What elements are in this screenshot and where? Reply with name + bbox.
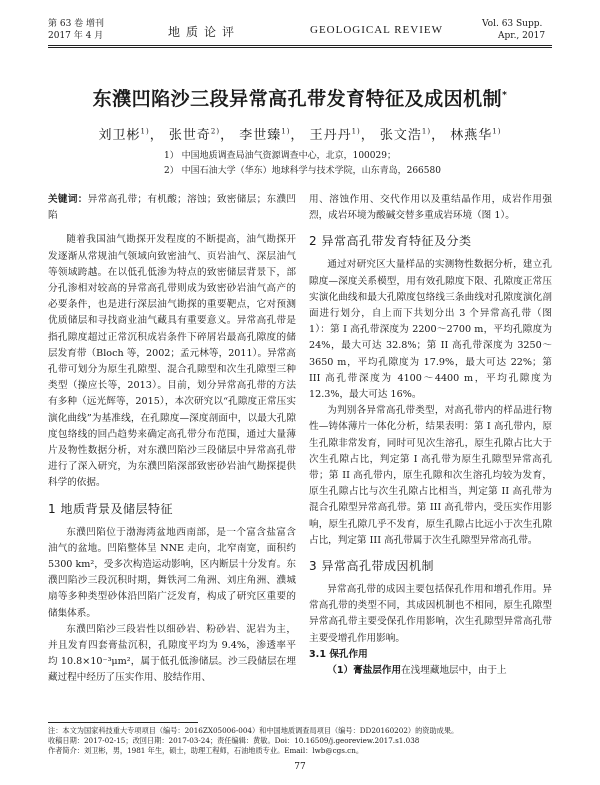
author: 刘卫彬$^{1)}$ [98,127,150,143]
keywords-label: 关键词： [48,194,88,205]
footnote-funding: 注：本文为国家科技重大专项项目（编号：2016ZX05006-004）和中国地质调查局项目（编号：DD20160202）的资助成果。 [48,726,459,735]
header-rule [48,45,552,46]
author: 张文浩$^{1)}$ [379,127,432,143]
subsection-3-1-paragraph: （1）膏盐层作用在浅埋藏地层中，由于上 [327,665,507,677]
left-column [48,192,296,687]
header-rule-double [48,47,552,48]
author-list: 刘卫彬$^{1)}$， 张世奇$^{2)}$， 李世臻$^{1)}$， 王丹丹$^{1)}$， 张文浩$^{1)}$， 林燕华$^{1)}$ [98,127,502,143]
author: 张世奇$^{2)}$ [168,127,221,143]
keywords [48,192,296,224]
section-heading-3: 3 异常高孔带成因机制 [309,559,434,574]
title-footnote-mark: * [502,90,508,101]
section-1-paragraph-2: 东濮凹陷沙三段岩性以细砂岩、粉砂岩、泥岩为主，并且发育四套膏盐沉积，孔隙度平均为 9.4%，渗透率平均 10.8×10⁻³μm²，属于低孔低渗储层。沙三段储层在埋藏过程中经历了压实作用、胶结作用、 [48,623,296,684]
page-number: 77 [294,762,306,772]
issue-date-en: Apr., 2017 [498,31,546,41]
section-2-paragraph-1: 通过对研究区大量样品的实测物性数据分析，建立孔隙度—深度关系模型，用有效孔隙度下限、孔隙度正常压实演化曲线和最大孔隙度包络线三条曲线对孔隙度演化剖面进行划分，自上而下共划分出 3 个异常高孔带（图 1）：第 I 高孔带深度为 2200～2700 m，平均孔隙度为 24%，最大可达 32.8%；第 II 高孔带深度为 3250～3650 m，平均孔隙度为 17.9%，最大可达 22%；第 III 高孔带深度为 4100～4400 m，平均孔隙度为 12.3%，最大可达 16%。 [309,259,552,401]
affiliation-2: 2） 中国石油大学（华东）地球科学与技术学院，山东青岛，266580 [164,166,441,176]
intro-paragraph: 随着我国油气勘探开发程度的不断提高，油气勘探开发逐渐从常规油气领域向致密油气、页岩油气、深层油气等领域跨越。在以低孔低渗为特点的致密储层背景下，部分孔渗相对较高的异常高孔带则成为致密砂岩油气高产的必要条件，也是进行深层油气勘探的重要靶点，它对预测优质储层和寻找商业油气藏具有重要意义。异常高孔带是指孔隙度超过正常沉积成岩条件下碎屑岩最高孔隙度的储层发育带（Bloch 等，2002；孟元林等，2011）。异常高孔带可划分为原生孔隙型、混合孔隙型和次生孔隙型三种类型（操应长等，2013）。目前，划分异常高孔带的方法有多种（远光辉等，2015），本次研究以“孔隙度正常压实演化曲线”为基准线，在孔隙度—深度剖面中，以最大孔隙度包络线的回凸趋势来确定高孔带分布范围，通过大量薄片及物性数据分析，对东濮凹陷沙三段储层中异常高孔带进行了深入研究，为东濮凹陷深部致密砂岩油气勘探提供科学的依据。 [48,234,296,489]
section-2-paragraph-2: 为判别各异常高孔带类型，对高孔带内的样品进行物性—铸体薄片一体化分析，结果表明：第 I 高孔带内，原生孔隙非常发育，同时可见次生溶孔，原生孔隙占比大于次生孔隙占比，判定第 I 高孔带为原生孔隙型异常高孔带；第 II 高孔带内，原生孔隙和次生溶孔均较为发育，原生孔隙占比与次生孔隙占比相当，判定第 II 高孔带为混合孔隙型异常高孔带。第 III 高孔带内，受压实作用影响，原生孔隙几乎不发育，原生孔隙占比远小于次生孔隙占比，判定第 III 高孔带属于次生孔隙型异常高孔带。 [309,405,552,546]
author: 李世臻$^{1)}$ [239,127,291,143]
footnote-author-bio: 作者简介：刘卫彬，男，1981 年生，硕士，助理工程师，石油地质专业。Email：lwb@cgs.cn。 [48,746,364,755]
section-3-paragraph-1: 异常高孔带的成因主要包括保孔作用和增孔作用。异常高孔带的类型不同，其成因机制也不相同，原生孔隙型异常高孔带主要受保孔作用影响，次生孔隙型异常高孔带主要受增孔作用影响。 [309,584,552,644]
keywords-text: 异常高孔带；有机酸；溶蚀；致密储层；东濮凹陷 [48,194,296,222]
author: 王丹丹$^{1)}$ [309,127,361,143]
section-heading-2: 2 异常高孔带发育特征及分类 [309,234,472,249]
article-title [0,84,600,111]
section-1-paragraph-2-continued: 用、溶蚀作用、交代作用以及重结晶作用，成岩作用强烈，成岩环境为酸碱交替多重成岩环境（图 1）。 [309,194,552,222]
footnote-rule [48,722,198,723]
author: 林燕华$^{1)}$ [450,127,502,143]
footnote-dates: 收稿日期：2017-02-15；改回日期：2017-03-24；责任编辑：黄敏。Doi：10.16509/j.georeview.2017.s1.038 [48,736,420,745]
volume-en: Vol. 63 Supp. [482,19,543,29]
subsection-heading-3-1: 3.1 保孔作用 [309,648,368,660]
right-column [309,192,552,679]
volume-issue: 第 63 卷 增刊 [48,19,105,29]
journal-name-en: GEOLOGICAL REVIEW [310,24,443,36]
section-heading-1: 1 地质背景及储层特征 [48,501,173,516]
affiliation-1: 1） 中国地质调查局油气资源调查中心，北京，100029； [164,151,396,161]
issue-date-cn: 2017 年 4 月 [48,31,104,41]
journal-name-cn: 地质论评 [168,25,241,39]
article-title-text: 东濮凹陷沙三段异常高孔带发育特征及成因机制 [92,88,503,110]
section-1-paragraph-1: 东濮凹陷位于渤海湾盆地西南部，是一个富含盐富含油气的盆地。凹陷整体呈 NNE 走向，北窄南宽，面积约 5300 km²，受多次构造运动影响，区内断层十分发育。东濮凹陷沙三段沉积时期，舞铁河二角洲、刘庄角洲、濮城扇等多种类型砂体沿凹陷广泛发育，构成了研究区重要的储集体系。 [48,526,296,619]
